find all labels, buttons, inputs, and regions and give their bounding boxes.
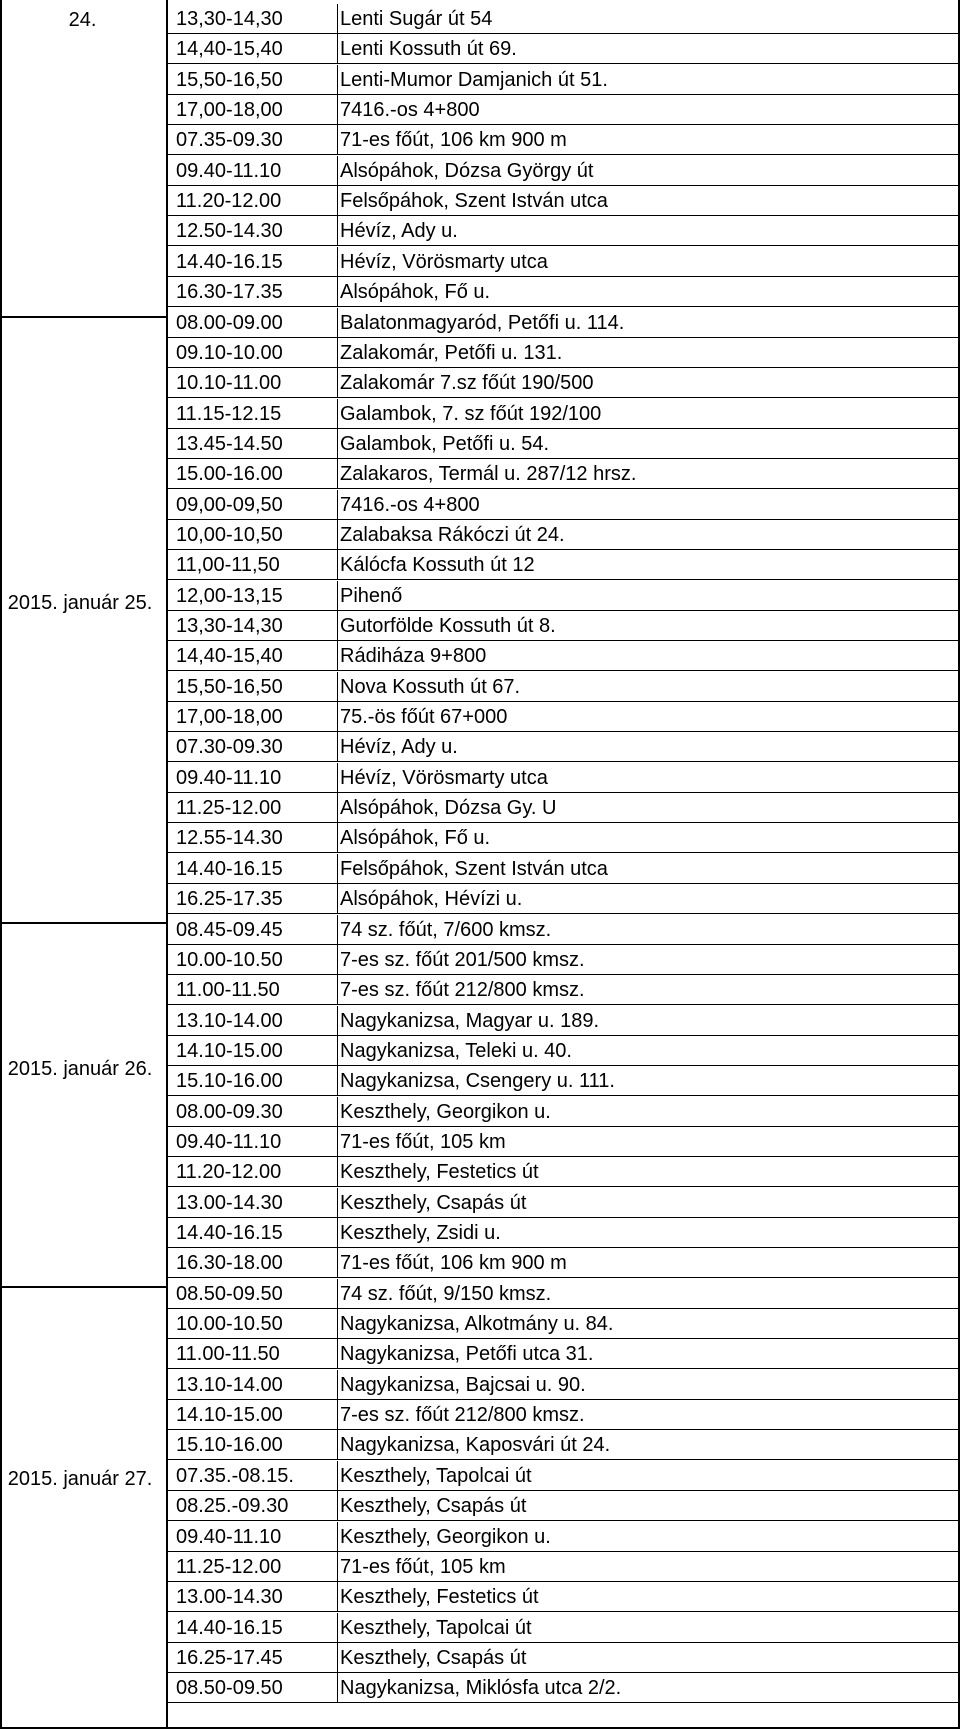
location-cell: Balatonmagyaród, Petőfi u. 114.: [340, 311, 625, 334]
location-cell: Zalakomár, Petőfi u. 131.: [340, 341, 563, 364]
table-row: [0, 490, 960, 520]
table-row: [0, 368, 960, 398]
time-cell: 14.40-16.15: [176, 1616, 283, 1639]
table-row: [0, 95, 960, 125]
table-row: [0, 277, 960, 307]
table-row: [0, 4, 960, 34]
location-cell: 75.-ös főút 67+000: [340, 706, 508, 729]
date-cell: 2015. január 27.: [7, 1468, 153, 1490]
table-row: [0, 915, 960, 945]
table-row: [0, 1218, 960, 1248]
time-cell: 11.25-12.00: [176, 1555, 282, 1578]
table-row: [0, 672, 960, 702]
time-cell: 14,40-15,40: [176, 38, 283, 61]
time-cell: 15.00-16.00: [176, 463, 283, 486]
location-cell: 7-es sz. főút 212/800 kmsz.: [340, 1404, 585, 1427]
time-cell: 11.25-12.00: [176, 797, 282, 820]
location-cell: Nagykanizsa, Petőfi utca 31.: [340, 1343, 594, 1366]
date-cell: 24.: [68, 9, 97, 31]
time-cell: 14.40-16.15: [176, 1222, 283, 1244]
time-cell: 11,00-11,50: [176, 554, 280, 577]
location-cell: Keszthely, Csapás út: [340, 1191, 527, 1214]
time-cell: 11.15-12.15: [176, 402, 282, 425]
time-cell: 07.35.-08.15.: [176, 1464, 294, 1487]
table-row: [0, 338, 960, 368]
table-row: [0, 399, 960, 429]
location-cell: Keszthely, Georgikon u.: [340, 1100, 551, 1123]
time-cell: 07.30-09.30: [176, 736, 283, 759]
location-cell: Keszthely, Csapás út: [340, 1495, 527, 1518]
table-row: [0, 65, 960, 95]
table-row: [0, 1188, 960, 1218]
time-cell: 15.10-16.00: [176, 1434, 283, 1457]
location-cell: 7416.-os 4+800: [340, 99, 480, 122]
table-row: [0, 793, 960, 823]
location-cell: 7-es sz. főút 201/500 kmsz.: [340, 948, 585, 971]
location-cell: 71-es főút, 105 km: [340, 1555, 506, 1578]
location-cell: Rádiháza 9+800: [340, 645, 487, 668]
table-row: [0, 975, 960, 1005]
table-row: [0, 1491, 960, 1521]
table-row: [0, 186, 960, 216]
table-row: [0, 156, 960, 186]
time-cell: 12,00-13,15: [176, 584, 283, 607]
time-cell: 16.30-18.00: [176, 1252, 283, 1275]
location-cell: Keszthely, Georgikon u.: [340, 1525, 551, 1548]
table-row: [0, 1430, 960, 1460]
table-row: [0, 1370, 960, 1400]
table-row: [0, 1309, 960, 1339]
location-cell: Zalabaksa Rákóczi út 24.: [340, 523, 565, 546]
location-cell: Hévíz, Vörösmarty utca: [340, 250, 548, 273]
time-cell: 14.40-16.15: [176, 250, 283, 273]
location-cell: Galambok, Petőfi u. 54.: [340, 432, 550, 455]
table-row: [0, 1613, 960, 1643]
date-cell: 2015. január 25.: [7, 592, 153, 614]
time-cell: 10.00-10.50: [176, 948, 283, 971]
date-cell: 2015. január 26.: [7, 1058, 153, 1080]
time-cell: 11.00-11.50: [176, 1343, 280, 1366]
time-cell: 10.00-10.50: [176, 1313, 283, 1336]
location-cell: Zalakomár 7.sz főút 190/500: [340, 372, 594, 395]
time-cell: 08.50-09.50: [176, 1282, 283, 1305]
table-row: [0, 641, 960, 671]
location-cell: Hévíz, Ady u.: [340, 220, 458, 243]
time-cell: 07.35-09.30: [176, 129, 283, 152]
location-cell: Hévíz, Vörösmarty utca: [340, 766, 548, 789]
table-row: [0, 1248, 960, 1278]
time-cell: 13.00-14.30: [176, 1191, 283, 1214]
table-row: [0, 1673, 960, 1703]
time-cell: 17,00-18,00: [176, 99, 283, 122]
time-cell: 15,50-16,50: [176, 675, 283, 698]
location-cell: Lenti Sugár út 54: [340, 8, 493, 30]
location-cell: Galambok, 7. sz főút 192/100: [340, 402, 602, 425]
location-cell: Pihenő: [340, 584, 403, 607]
time-cell: 11.00-11.50: [176, 979, 280, 1002]
table-row: [0, 459, 960, 489]
time-cell: 12.50-14.30: [176, 220, 283, 243]
table-row: [0, 308, 960, 338]
time-cell: 17,00-18,00: [176, 706, 283, 729]
table-row: [0, 520, 960, 550]
location-cell: Nagykanizsa, Magyar u. 189.: [340, 1009, 600, 1032]
table-row: [0, 763, 960, 793]
location-cell: Lenti-Mumor Damjanich út 51.: [340, 68, 608, 91]
location-cell: Keszthely, Tapolcai út: [340, 1464, 532, 1487]
table-row: [0, 1643, 960, 1673]
time-cell: 16.25-17.45: [176, 1646, 283, 1669]
time-cell: 10,00-10,50: [176, 523, 283, 546]
location-cell: Hévíz, Ady u.: [340, 736, 458, 759]
location-cell: Keszthely, Zsidi u.: [340, 1222, 501, 1244]
location-cell: Alsópáhok, Fő u.: [340, 281, 491, 304]
time-cell: 09,00-09,50: [176, 493, 283, 516]
time-cell: 13.10-14.00: [176, 1009, 283, 1032]
table-row: [0, 611, 960, 641]
time-cell: 09.40-11.10: [176, 1130, 282, 1153]
location-cell: Lenti Kossuth út 69.: [340, 38, 517, 61]
table-row: [0, 1582, 960, 1612]
table-row: [0, 732, 960, 762]
location-cell: Felsőpáhok, Szent István utca: [340, 190, 608, 213]
time-cell: 12.55-14.30: [176, 827, 283, 850]
location-cell: Nagykanizsa, Teleki u. 40.: [340, 1039, 572, 1062]
table-row: [0, 125, 960, 155]
table-row: [0, 1522, 960, 1552]
time-cell: 08.50-09.50: [176, 1677, 283, 1700]
location-cell: Keszthely, Csapás út: [340, 1646, 527, 1669]
location-cell: Keszthely, Tapolcai út: [340, 1616, 532, 1639]
time-cell: 14.10-15.00: [176, 1039, 283, 1062]
time-cell: 14.10-15.00: [176, 1404, 283, 1427]
time-cell: 09.40-11.10: [176, 1525, 282, 1548]
location-cell: 71-es főút, 106 km 900 m: [340, 129, 567, 152]
table-row: [0, 823, 960, 853]
location-cell: Alsópáhok, Dózsa György út: [340, 159, 594, 182]
table-row: [0, 1127, 960, 1157]
location-cell-border: [338, 581, 958, 611]
location-cell: Felsőpáhok, Szent István utca: [340, 857, 608, 880]
location-cell: Kálócfa Kossuth út 12: [340, 554, 535, 577]
location-cell: 7416.-os 4+800: [340, 493, 480, 516]
time-cell: 11.20-12.00: [176, 1161, 282, 1184]
location-cell: Gutorfölde Kossuth út 8.: [340, 615, 556, 637]
time-cell: 14,40-15,40: [176, 645, 283, 668]
table-row: [0, 550, 960, 580]
table-row: [0, 945, 960, 975]
table-row: [0, 1461, 960, 1491]
table-row: [0, 884, 960, 914]
time-cell: 11.20-12.00: [176, 190, 282, 213]
location-cell: Alsópáhok, Hévízi u.: [340, 888, 523, 911]
location-cell: 71-es főút, 105 km: [340, 1130, 506, 1153]
time-cell: 08.00-09.30: [176, 1100, 283, 1123]
location-cell: Nagykanizsa, Alkotmány u. 84.: [340, 1313, 614, 1336]
time-cell: 15.10-16.00: [176, 1070, 283, 1093]
table-row: [0, 1097, 960, 1127]
table-row: [0, 429, 960, 459]
location-cell: Nagykanizsa, Kaposvári út 24.: [340, 1434, 611, 1457]
table-row: [0, 34, 960, 64]
time-cell: 08.00-09.00: [176, 311, 283, 334]
location-cell: Alsópáhok, Dózsa Gy. U: [340, 797, 557, 820]
table-row: [0, 247, 960, 277]
table-row: [0, 1036, 960, 1066]
table-row: [0, 1279, 960, 1309]
table-row: [0, 581, 960, 611]
time-cell: 09.40-11.10: [176, 159, 282, 182]
location-cell: 71-es főút, 106 km 900 m: [340, 1252, 567, 1275]
location-cell: Keszthely, Festetics út: [340, 1586, 539, 1609]
table-row: [0, 1339, 960, 1369]
table-row: [0, 1157, 960, 1187]
time-cell: 08.45-09.45: [176, 918, 283, 941]
time-cell: 10.10-11.00: [176, 372, 282, 395]
time-cell: 13.10-14.00: [176, 1373, 283, 1396]
table-row: [0, 216, 960, 246]
time-cell: 13.00-14.30: [176, 1586, 283, 1609]
time-cell: 13,30-14,30: [176, 615, 283, 637]
location-cell: Nagykanizsa, Bajcsai u. 90.: [340, 1373, 586, 1396]
location-cell: 7-es sz. főút 212/800 kmsz.: [340, 979, 585, 1002]
location-cell: 74 sz. főút, 9/150 kmsz.: [340, 1282, 552, 1305]
table-row: [0, 702, 960, 732]
time-cell: 13.45-14.50: [176, 432, 283, 455]
table-row: [0, 1400, 960, 1430]
time-cell: 15,50-16,50: [176, 68, 283, 91]
table-row: [0, 854, 960, 884]
time-cell: 09.40-11.10: [176, 766, 282, 789]
table-row: [0, 1552, 960, 1582]
location-cell: Keszthely, Festetics út: [340, 1161, 539, 1184]
location-cell: Zalakaros, Termál u. 287/12 hrsz.: [340, 463, 637, 486]
time-cell: 13,30-14,30: [176, 8, 283, 30]
time-cell: 08.25.-09.30: [176, 1495, 289, 1518]
time-cell: 09.10-10.00: [176, 341, 283, 364]
location-cell: Nagykanizsa, Miklósfa utca 2/2.: [340, 1677, 622, 1700]
table-row: [0, 1066, 960, 1096]
table-row: [0, 1006, 960, 1036]
location-cell: Nagykanizsa, Csengery u. 111.: [340, 1070, 615, 1093]
location-cell: 74 sz. főút, 7/600 kmsz.: [340, 918, 552, 941]
location-cell: Nova Kossuth út 67.: [340, 675, 521, 698]
time-cell: 14.40-16.15: [176, 857, 283, 880]
time-cell: 16.25-17.35: [176, 888, 283, 911]
time-cell: 16.30-17.35: [176, 281, 283, 304]
location-cell: Alsópáhok, Fő u.: [340, 827, 491, 850]
